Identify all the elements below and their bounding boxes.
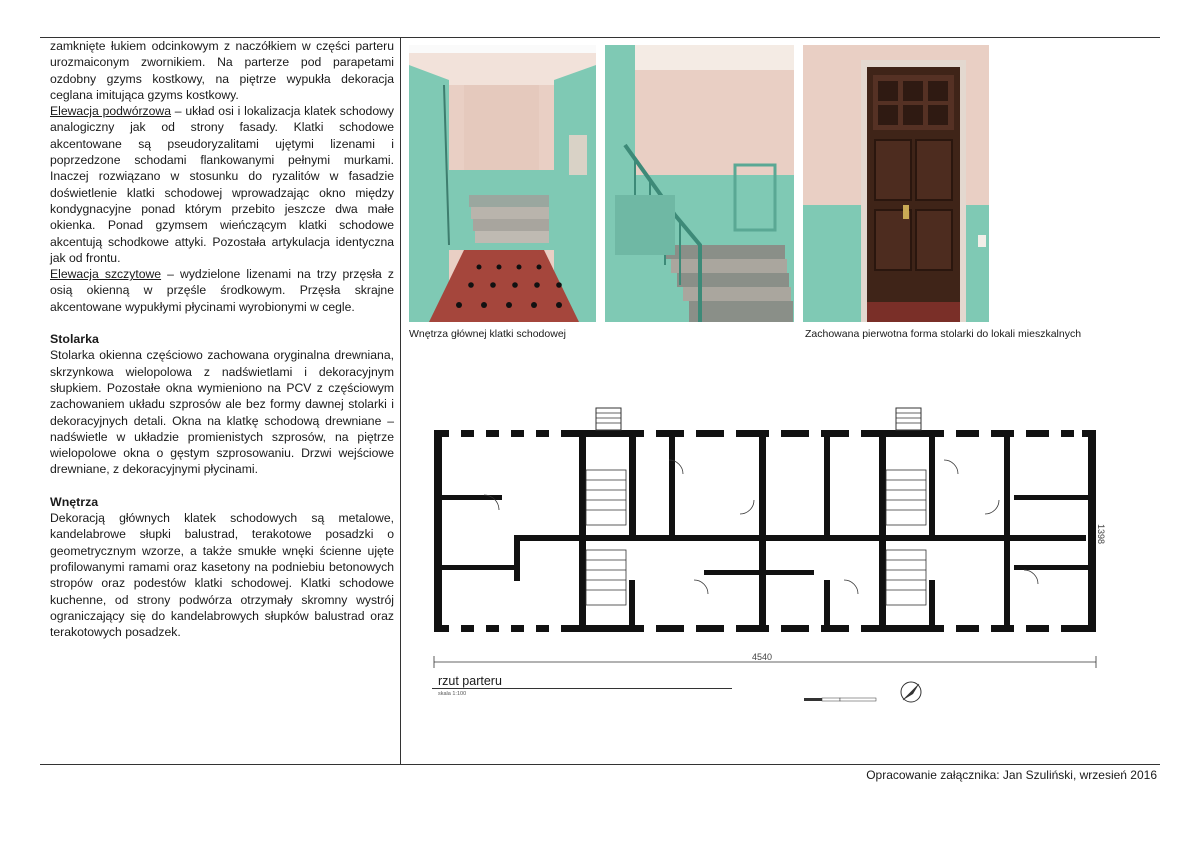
label-courtyard-elevation: Elewacja podwórzowa <box>50 104 171 119</box>
north-arrow-icon <box>897 676 927 706</box>
plan-title-underline <box>432 688 732 689</box>
plan-scale-note: skala 1:100 <box>438 691 467 697</box>
caption-door: Zachowana pierwotna forma stolarki do lokali mieszkalnych <box>805 328 1082 340</box>
heading-stolarka: Stolarka <box>50 332 99 347</box>
photo-wooden-door <box>803 45 989 322</box>
photo-staircase-railing <box>605 45 794 322</box>
floor-plan <box>424 400 1104 710</box>
photo-staircase-hall <box>409 45 596 322</box>
paragraph-gable-elevation: Elewacja szczytowe – wydzielone lizenami na trzy przęsła z osią okienną w przęśle środkowym. Przęsła skrajne akcentowane wypukłymi płycinami wyrobionymi w cegle. <box>50 267 394 314</box>
footer-credit: Opracowanie załącznika: Jan Szuliński, wrzesień 2016 <box>866 768 1157 782</box>
scale-bar <box>804 691 884 701</box>
plan-title: rzut parteru <box>438 674 502 688</box>
paragraph-stolarka: Stolarka okienna częściowo zachowana oryginalna drewniana, skrzynkowa wielopolowa z nadświetlami i dekoracyjnym słupkiem. Pozostałe okna wymieniono na PCV z częściowym zachowaniem układu szprosów ale bez formy dawnej stolarki i dekoracyjnych detali. Okna na klatkę schodową drewniane – nadświetle w układzie promienistych szprosów, na piętrze wielopolowe okna o gęstym szprosowaniu. Drzwi wejściowe drewniane, z dekoracyjnymi płycinami. <box>50 348 394 477</box>
bottom-rule <box>40 764 1160 765</box>
paragraph-intro: zamknięte łukiem odcinkowym z naczółkiem w części parteru urozmaiconym zwornikiem. Na parterze pod parapetami ozdobny gzyms kostkowy, na piętrze wypukła dekoracja ceglana imitująca gzyms kostkowy. <box>50 39 394 102</box>
text-column <box>50 38 394 640</box>
paragraph-wnetrza: Dekoracją głównych klatek schodowych są metalowe, kandelabrowe słupki balustrad, terakotowe posadzki o geometrycznym wzorze, a także smukłe wnęki ścienne ujęte profilowanymi ramami oraz kasetony na podniebiu betonowych stropów oraz podestów klatki schodowej. Klatki schodowe kuchenne, od strony podwórza otrzymały skromny wystrój ograniczający się do kandelabrowych słupków balustrad oraz terakotowych posadzek. <box>50 511 394 640</box>
dimension-height: 1398 <box>1096 524 1106 545</box>
caption-staircase: Wnętrza głównej klatki schodowej <box>409 328 566 340</box>
heading-wnetrza: Wnętrza <box>50 494 99 509</box>
label-gable-elevation: Elewacja szczytowe <box>50 267 162 282</box>
paragraph-courtyard-elevation: Elewacja podwórzowa – układ osi i lokalizacja klatek schodowy analogiczny jak od strony fasady. Klatki schodowe akcentowane są pseudoryzalitami ujętymi lizenami i poprzedzone schodami flankowanymi pełnymi murkami. Inaczej rozwiązano w stosunku do ryzalitów w fasadzie doświetlenie klatki schodowej wprowadzając okno między kondygnacyjne ponad którym przebito jeszcze dwa małe okienka. Ponad gzymsem wieńczącym klatki schodowe akcentują schodkowe attyki. Pozostała artykulacja identyczna jak od frontu. <box>50 104 394 265</box>
dimension-width: 4540 <box>752 652 773 662</box>
column-divider <box>400 37 401 764</box>
